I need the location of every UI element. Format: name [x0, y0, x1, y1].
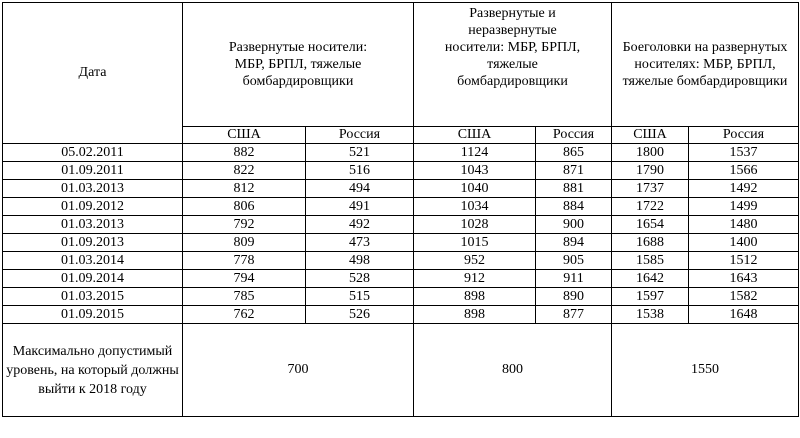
- table-row: [3, 288, 799, 306]
- usa-warheads-cell: 1538: [612, 306, 689, 324]
- usa-warheads-cell: 1688: [612, 234, 689, 252]
- russia-all-cell: 877: [536, 306, 612, 324]
- russia-deployed-cell: 521: [306, 144, 414, 162]
- usa-all-cell: 1040: [414, 180, 536, 198]
- usa-deployed-cell: 812: [183, 180, 306, 198]
- usa-deployed-cell: 794: [183, 270, 306, 288]
- russia-deployed-cell: 516: [306, 162, 414, 180]
- russia-deployed-cell: 528: [306, 270, 414, 288]
- usa-warheads-cell: 1642: [612, 270, 689, 288]
- russia-warheads-cell: 1566: [689, 162, 799, 180]
- usa-all-cell: 912: [414, 270, 536, 288]
- max-level-deployed-carriers: 700: [183, 324, 414, 417]
- usa-all-cell: 898: [414, 306, 536, 324]
- russia-deployed-cell: 515: [306, 288, 414, 306]
- usa-deployed-cell: 792: [183, 216, 306, 234]
- usa-deployed-cell: 822: [183, 162, 306, 180]
- max-level-warheads: 1550: [612, 324, 799, 417]
- russia-deployed-cell: 498: [306, 252, 414, 270]
- date-cell: 01.03.2014: [3, 252, 183, 270]
- table-row: [3, 144, 799, 162]
- usa-deployed-cell: 785: [183, 288, 306, 306]
- usa-warheads-cell: 1800: [612, 144, 689, 162]
- usa-warheads-cell: 1585: [612, 252, 689, 270]
- usa-deployed-cell: 882: [183, 144, 306, 162]
- date-cell: 01.09.2012: [3, 198, 183, 216]
- russia-all-cell: 905: [536, 252, 612, 270]
- table-row: [3, 198, 799, 216]
- russia-all-cell: 894: [536, 234, 612, 252]
- usa-header: США: [414, 127, 536, 144]
- table-row: [3, 234, 799, 252]
- max-level-label: Максимально допустимый уровень, на который должны выйти к 2018 году: [3, 324, 183, 417]
- russia-warheads-cell: 1648: [689, 306, 799, 324]
- russia-warheads-cell: 1400: [689, 234, 799, 252]
- date-cell: 05.02.2011: [3, 144, 183, 162]
- deployed-carriers-header-text: Развернутые носители: МБР, БРПЛ, тяжелые бомбардировщики: [228, 40, 368, 89]
- deployed-carriers-header: [183, 3, 414, 127]
- russia-header: Россия: [689, 127, 799, 144]
- russia-header: Россия: [536, 127, 612, 144]
- usa-all-cell: 1034: [414, 198, 536, 216]
- russia-warheads-cell: 1537: [689, 144, 799, 162]
- warheads-header: [612, 3, 799, 127]
- treaty-table: [2, 2, 799, 417]
- date-cell: 01.03.2013: [3, 216, 183, 234]
- date-cell: 01.03.2013: [3, 180, 183, 198]
- usa-warheads-cell: 1737: [612, 180, 689, 198]
- usa-deployed-cell: 778: [183, 252, 306, 270]
- russia-all-cell: 900: [536, 216, 612, 234]
- usa-all-cell: 1028: [414, 216, 536, 234]
- date-cell: 01.09.2011: [3, 162, 183, 180]
- date-cell: 01.09.2014: [3, 270, 183, 288]
- usa-warheads-cell: 1597: [612, 288, 689, 306]
- usa-deployed-cell: 762: [183, 306, 306, 324]
- usa-warheads-cell: 1654: [612, 216, 689, 234]
- date-header: Дата: [3, 3, 183, 144]
- usa-all-cell: 952: [414, 252, 536, 270]
- table-body: [3, 144, 799, 324]
- russia-header: Россия: [306, 127, 414, 144]
- russia-all-cell: 881: [536, 180, 612, 198]
- russia-warheads-cell: 1499: [689, 198, 799, 216]
- russia-deployed-cell: 492: [306, 216, 414, 234]
- usa-warheads-cell: 1790: [612, 162, 689, 180]
- usa-all-cell: 1043: [414, 162, 536, 180]
- date-cell: 01.09.2015: [3, 306, 183, 324]
- russia-warheads-cell: 1582: [689, 288, 799, 306]
- russia-deployed-cell: 491: [306, 198, 414, 216]
- russia-warheads-cell: 1643: [689, 270, 799, 288]
- usa-header: США: [183, 127, 306, 144]
- date-cell: 01.09.2013: [3, 234, 183, 252]
- russia-all-cell: 890: [536, 288, 612, 306]
- russia-deployed-cell: 473: [306, 234, 414, 252]
- usa-deployed-cell: 806: [183, 198, 306, 216]
- russia-warheads-cell: 1492: [689, 180, 799, 198]
- table-row: [3, 162, 799, 180]
- russia-deployed-cell: 526: [306, 306, 414, 324]
- russia-warheads-cell: 1512: [689, 252, 799, 270]
- russia-all-cell: 884: [536, 198, 612, 216]
- usa-deployed-cell: 809: [183, 234, 306, 252]
- russia-deployed-cell: 494: [306, 180, 414, 198]
- russia-warheads-cell: 1480: [689, 216, 799, 234]
- russia-all-cell: 865: [536, 144, 612, 162]
- table-row: [3, 306, 799, 324]
- usa-all-cell: 1015: [414, 234, 536, 252]
- date-cell: 01.03.2015: [3, 288, 183, 306]
- table-row: [3, 252, 799, 270]
- table-row: [3, 216, 799, 234]
- usa-warheads-cell: 1722: [612, 198, 689, 216]
- max-level-all-carriers: 800: [414, 324, 612, 417]
- usa-all-cell: 898: [414, 288, 536, 306]
- all-carriers-header-text: Развернутые и неразвернутые носители: МБР, БРПЛ, тяжелые бомбардировщики: [444, 6, 581, 89]
- russia-all-cell: 871: [536, 162, 612, 180]
- warheads-header-text: Боеголовки на развернутых носителях: МБР, БРПЛ, тяжелые бомбардировщики: [622, 40, 788, 89]
- usa-all-cell: 1124: [414, 144, 536, 162]
- table-row: [3, 180, 799, 198]
- all-carriers-header: [414, 3, 612, 127]
- usa-header: США: [612, 127, 689, 144]
- table-row: [3, 270, 799, 288]
- russia-all-cell: 911: [536, 270, 612, 288]
